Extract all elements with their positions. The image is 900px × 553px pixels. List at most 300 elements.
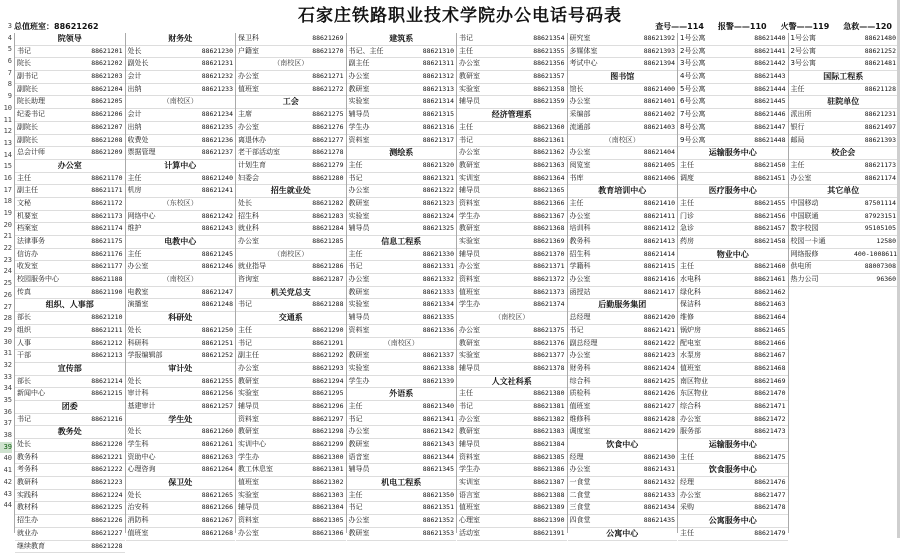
phone-entry[interactable] <box>678 312 788 325</box>
phone-entry[interactable] <box>236 439 346 452</box>
phone-entry[interactable] <box>568 46 678 59</box>
phone-entry[interactable] <box>678 96 788 109</box>
department-heading[interactable]: 学生处 <box>126 414 236 427</box>
phone-entry[interactable] <box>347 122 457 135</box>
phone-entry[interactable] <box>236 376 346 389</box>
phone-entry[interactable] <box>568 198 678 211</box>
phone-entry[interactable] <box>126 58 236 71</box>
phone-entry[interactable] <box>126 325 236 338</box>
campus-subheading[interactable]: （南校区） <box>126 96 236 109</box>
department-heading[interactable]: 计算中心 <box>126 160 236 173</box>
phone-entry[interactable] <box>457 274 567 287</box>
row-number[interactable]: 29 <box>0 325 12 337</box>
phone-entry[interactable] <box>126 223 236 236</box>
department-heading[interactable]: 公寓中心 <box>568 528 678 541</box>
row-number[interactable]: 12 <box>0 126 12 138</box>
phone-entry[interactable] <box>126 71 236 84</box>
phone-entry[interactable] <box>347 350 457 363</box>
phone-entry[interactable] <box>789 173 899 186</box>
phone-entry[interactable] <box>126 338 236 351</box>
row-number[interactable]: 34 <box>0 383 12 395</box>
row-number[interactable]: 25 <box>0 278 12 290</box>
phone-entry[interactable] <box>236 84 346 97</box>
phone-entry[interactable] <box>568 33 678 46</box>
phone-entry[interactable] <box>236 452 346 465</box>
row-number[interactable]: 23 <box>0 255 12 267</box>
phone-entry[interactable] <box>568 350 678 363</box>
phone-entry[interactable] <box>15 515 125 528</box>
row-number[interactable]: 43 <box>0 489 12 501</box>
department-heading[interactable]: 物业中心 <box>678 249 788 262</box>
phone-entry[interactable] <box>568 388 678 401</box>
department-heading[interactable]: 饮食中心 <box>568 439 678 452</box>
phone-entry[interactable] <box>126 46 236 59</box>
phone-entry[interactable] <box>568 312 678 325</box>
phone-entry[interactable] <box>457 211 567 224</box>
phone-entry[interactable] <box>457 414 567 427</box>
phone-entry[interactable] <box>457 46 567 59</box>
phone-entry[interactable] <box>457 173 567 186</box>
phone-entry[interactable] <box>678 376 788 389</box>
phone-entry[interactable] <box>678 198 788 211</box>
row-number[interactable]: 4 <box>0 33 12 45</box>
phone-entry[interactable] <box>126 261 236 274</box>
phone-entry[interactable] <box>568 58 678 71</box>
phone-entry[interactable] <box>15 274 125 287</box>
phone-entry[interactable] <box>236 236 346 249</box>
phone-entry[interactable] <box>347 249 457 262</box>
phone-entry[interactable] <box>236 388 346 401</box>
phone-entry[interactable] <box>347 211 457 224</box>
phone-entry[interactable] <box>15 312 125 325</box>
phone-entry[interactable] <box>236 464 346 477</box>
department-heading[interactable]: 机电工程系 <box>347 477 457 490</box>
phone-entry[interactable] <box>568 502 678 515</box>
phone-entry[interactable] <box>15 388 125 401</box>
department-heading[interactable]: 信息工程系 <box>347 236 457 249</box>
phone-entry[interactable] <box>678 502 788 515</box>
phone-entry[interactable] <box>15 109 125 122</box>
phone-entry[interactable] <box>789 160 899 173</box>
phone-entry[interactable] <box>457 490 567 503</box>
phone-entry[interactable] <box>15 325 125 338</box>
phone-entry[interactable] <box>126 287 236 300</box>
phone-entry[interactable] <box>347 287 457 300</box>
department-heading[interactable]: 建筑系 <box>347 33 457 46</box>
phone-entry[interactable] <box>568 261 678 274</box>
phone-entry[interactable] <box>347 84 457 97</box>
phone-entry[interactable] <box>15 236 125 249</box>
department-heading[interactable]: 电教中心 <box>126 236 236 249</box>
phone-entry[interactable] <box>15 249 125 262</box>
phone-entry[interactable] <box>457 58 567 71</box>
phone-entry[interactable] <box>789 249 899 262</box>
department-heading[interactable]: 财务处 <box>126 33 236 46</box>
phone-entry[interactable] <box>457 426 567 439</box>
row-number[interactable]: 6 <box>0 56 12 68</box>
phone-entry[interactable] <box>568 274 678 287</box>
phone-entry[interactable] <box>789 135 899 148</box>
row-number[interactable]: 5 <box>0 44 12 56</box>
phone-entry[interactable] <box>236 261 346 274</box>
phone-entry[interactable] <box>126 502 236 515</box>
phone-entry[interactable] <box>347 325 457 338</box>
phone-entry[interactable] <box>347 198 457 211</box>
department-heading[interactable]: 组织、人事部 <box>15 299 125 312</box>
phone-entry[interactable] <box>457 464 567 477</box>
phone-entry[interactable] <box>126 350 236 363</box>
phone-entry[interactable] <box>15 84 125 97</box>
phone-entry[interactable] <box>236 338 346 351</box>
phone-entry[interactable] <box>457 185 567 198</box>
phone-entry[interactable] <box>568 325 678 338</box>
department-heading[interactable]: 医疗服务中心 <box>678 185 788 198</box>
phone-entry[interactable] <box>15 414 125 427</box>
phone-entry[interactable] <box>568 452 678 465</box>
phone-entry[interactable] <box>15 185 125 198</box>
department-heading[interactable]: 办公室 <box>15 160 125 173</box>
phone-entry[interactable] <box>126 515 236 528</box>
phone-entry[interactable] <box>678 223 788 236</box>
phone-entry[interactable] <box>678 109 788 122</box>
phone-entry[interactable] <box>678 363 788 376</box>
phone-entry[interactable] <box>678 135 788 148</box>
department-heading[interactable]: 饮食服务中心 <box>678 464 788 477</box>
phone-entry[interactable] <box>347 452 457 465</box>
phone-entry[interactable] <box>678 350 788 363</box>
phone-entry[interactable] <box>126 147 236 160</box>
row-number[interactable]: 35 <box>0 395 12 407</box>
phone-entry[interactable] <box>457 33 567 46</box>
phone-entry[interactable] <box>457 223 567 236</box>
phone-entry[interactable] <box>678 58 788 71</box>
phone-entry[interactable] <box>568 464 678 477</box>
phone-entry[interactable] <box>568 515 678 528</box>
phone-entry[interactable] <box>457 160 567 173</box>
phone-entry[interactable] <box>15 502 125 515</box>
phone-entry[interactable] <box>678 261 788 274</box>
phone-entry[interactable] <box>236 502 346 515</box>
phone-entry[interactable] <box>678 46 788 59</box>
phone-entry[interactable] <box>457 439 567 452</box>
phone-entry[interactable] <box>126 109 236 122</box>
department-heading[interactable]: 图书馆 <box>568 71 678 84</box>
department-heading[interactable]: 保卫处 <box>126 477 236 490</box>
phone-entry[interactable] <box>15 287 125 300</box>
phone-entry[interactable] <box>347 274 457 287</box>
phone-entry[interactable] <box>236 528 346 541</box>
row-number[interactable]: 41 <box>0 465 12 477</box>
phone-entry[interactable] <box>126 439 236 452</box>
phone-entry[interactable] <box>15 464 125 477</box>
phone-entry[interactable] <box>789 211 899 224</box>
department-heading[interactable]: 公寓服务中心 <box>678 515 788 528</box>
phone-entry[interactable] <box>568 223 678 236</box>
phone-entry[interactable] <box>457 84 567 97</box>
row-number[interactable]: 19 <box>0 208 12 220</box>
phone-entry[interactable] <box>347 109 457 122</box>
row-number[interactable]: 32 <box>0 360 12 372</box>
department-heading[interactable]: 测绘系 <box>347 147 457 160</box>
phone-entry[interactable] <box>568 363 678 376</box>
row-number[interactable]: 28 <box>0 313 12 325</box>
phone-entry[interactable] <box>347 135 457 148</box>
phone-entry[interactable] <box>457 338 567 351</box>
row-number[interactable]: 40 <box>0 453 12 465</box>
phone-entry[interactable] <box>126 376 236 389</box>
phone-entry[interactable] <box>126 426 236 439</box>
phone-entry[interactable] <box>678 528 788 541</box>
phone-entry[interactable] <box>236 160 346 173</box>
phone-entry[interactable] <box>15 96 125 109</box>
phone-entry[interactable] <box>15 223 125 236</box>
phone-entry[interactable] <box>789 84 899 97</box>
phone-entry[interactable] <box>568 401 678 414</box>
phone-entry[interactable] <box>678 211 788 224</box>
campus-subheading[interactable]: （东校区） <box>126 198 236 211</box>
department-heading[interactable]: 经济管理系 <box>457 109 567 122</box>
phone-entry[interactable] <box>678 477 788 490</box>
phone-entry[interactable] <box>236 363 346 376</box>
phone-entry[interactable] <box>457 515 567 528</box>
phone-entry[interactable] <box>236 46 346 59</box>
phone-entry[interactable] <box>15 211 125 224</box>
phone-entry[interactable] <box>678 274 788 287</box>
phone-entry[interactable] <box>126 135 236 148</box>
department-heading[interactable]: 机关党总支 <box>236 287 346 300</box>
phone-entry[interactable] <box>347 363 457 376</box>
department-heading[interactable]: 国际工程系 <box>789 71 899 84</box>
phone-entry[interactable] <box>126 249 236 262</box>
phone-entry[interactable] <box>236 109 346 122</box>
phone-entry[interactable] <box>789 223 899 236</box>
phone-entry[interactable] <box>347 185 457 198</box>
phone-entry[interactable] <box>347 58 457 71</box>
row-number[interactable]: 17 <box>0 185 12 197</box>
phone-entry[interactable] <box>347 502 457 515</box>
row-number[interactable]: 42 <box>0 477 12 489</box>
phone-entry[interactable] <box>678 236 788 249</box>
department-heading[interactable]: 教育培训中心 <box>568 185 678 198</box>
phone-entry[interactable] <box>457 236 567 249</box>
phone-entry[interactable] <box>126 173 236 186</box>
phone-entry[interactable] <box>236 198 346 211</box>
row-number[interactable]: 3 <box>0 21 12 33</box>
phone-entry[interactable] <box>789 122 899 135</box>
phone-entry[interactable] <box>347 312 457 325</box>
phone-entry[interactable] <box>126 401 236 414</box>
department-heading[interactable]: 工会 <box>236 96 346 109</box>
phone-entry[interactable] <box>457 325 567 338</box>
phone-entry[interactable] <box>15 350 125 363</box>
phone-entry[interactable] <box>457 363 567 376</box>
phone-entry[interactable] <box>15 46 125 59</box>
phone-entry[interactable] <box>457 135 567 148</box>
row-number[interactable]: 8 <box>0 79 12 91</box>
phone-entry[interactable] <box>568 338 678 351</box>
campus-subheading[interactable]: （南校区） <box>457 312 567 325</box>
department-heading[interactable]: 交通系 <box>236 312 346 325</box>
row-number[interactable]: 13 <box>0 138 12 150</box>
department-heading[interactable]: 宣传部 <box>15 363 125 376</box>
phone-entry[interactable] <box>568 249 678 262</box>
phone-entry[interactable] <box>236 135 346 148</box>
phone-entry[interactable] <box>15 261 125 274</box>
phone-entry[interactable] <box>236 223 346 236</box>
phone-entry[interactable] <box>678 414 788 427</box>
row-number[interactable]: 24 <box>0 266 12 278</box>
campus-subheading[interactable]: （南校区） <box>347 338 457 351</box>
phone-entry[interactable] <box>347 71 457 84</box>
phone-entry[interactable] <box>15 528 125 541</box>
phone-entry[interactable] <box>347 46 457 59</box>
phone-entry[interactable] <box>347 490 457 503</box>
phone-entry[interactable] <box>347 528 457 541</box>
phone-entry[interactable] <box>568 122 678 135</box>
phone-entry[interactable] <box>236 173 346 186</box>
row-number[interactable]: 39 <box>0 442 12 454</box>
phone-entry[interactable] <box>15 71 125 84</box>
row-number[interactable]: 27 <box>0 302 12 314</box>
department-heading[interactable]: 人文社科系 <box>457 376 567 389</box>
department-heading[interactable]: 校企会 <box>789 147 899 160</box>
row-number[interactable]: 33 <box>0 372 12 384</box>
phone-entry[interactable] <box>236 299 346 312</box>
row-number[interactable]: 44 <box>0 500 12 512</box>
phone-entry[interactable] <box>678 426 788 439</box>
phone-entry[interactable] <box>789 46 899 59</box>
campus-subheading[interactable]: （南校区） <box>126 274 236 287</box>
phone-entry[interactable] <box>678 160 788 173</box>
phone-entry[interactable] <box>126 388 236 401</box>
phone-entry[interactable] <box>126 299 236 312</box>
campus-subheading[interactable]: （南校区） <box>236 249 346 262</box>
campus-subheading[interactable]: （南校区） <box>568 135 678 148</box>
phone-entry[interactable] <box>789 236 899 249</box>
phone-entry[interactable] <box>347 401 457 414</box>
phone-entry[interactable] <box>236 71 346 84</box>
phone-entry[interactable] <box>236 122 346 135</box>
phone-entry[interactable] <box>126 211 236 224</box>
department-heading[interactable]: 驻院单位 <box>789 96 899 109</box>
department-heading[interactable]: 院领导 <box>15 33 125 46</box>
phone-entry[interactable] <box>678 338 788 351</box>
row-number[interactable]: 36 <box>0 407 12 419</box>
row-number[interactable]: 14 <box>0 150 12 162</box>
phone-entry[interactable] <box>568 147 678 160</box>
phone-entry[interactable] <box>15 376 125 389</box>
phone-entry[interactable] <box>236 147 346 160</box>
phone-entry[interactable] <box>457 249 567 262</box>
row-number[interactable]: 16 <box>0 173 12 185</box>
phone-entry[interactable] <box>678 122 788 135</box>
row-number[interactable]: 30 <box>0 337 12 349</box>
phone-entry[interactable] <box>15 477 125 490</box>
row-number[interactable]: 11 <box>0 115 12 127</box>
phone-entry[interactable] <box>236 401 346 414</box>
department-heading[interactable]: 其它单位 <box>789 185 899 198</box>
phone-entry[interactable] <box>568 426 678 439</box>
phone-entry[interactable] <box>457 350 567 363</box>
phone-entry[interactable] <box>678 388 788 401</box>
phone-entry[interactable] <box>789 198 899 211</box>
department-heading[interactable]: 招生就业处 <box>236 185 346 198</box>
phone-entry[interactable] <box>126 84 236 97</box>
phone-entry[interactable] <box>15 147 125 160</box>
phone-entry[interactable] <box>457 299 567 312</box>
phone-entry[interactable] <box>789 274 899 287</box>
row-number[interactable]: 10 <box>0 103 12 115</box>
phone-entry[interactable] <box>126 185 236 198</box>
phone-entry[interactable] <box>15 452 125 465</box>
phone-entry[interactable] <box>347 261 457 274</box>
phone-entry[interactable] <box>678 490 788 503</box>
phone-entry[interactable] <box>236 414 346 427</box>
phone-entry[interactable] <box>789 109 899 122</box>
phone-entry[interactable] <box>15 439 125 452</box>
phone-entry[interactable] <box>568 109 678 122</box>
phone-entry[interactable] <box>347 376 457 389</box>
phone-entry[interactable] <box>678 287 788 300</box>
phone-entry[interactable] <box>457 71 567 84</box>
phone-entry[interactable] <box>236 515 346 528</box>
phone-entry[interactable] <box>347 426 457 439</box>
phone-entry[interactable] <box>347 96 457 109</box>
phone-entry[interactable] <box>457 502 567 515</box>
row-number[interactable]: 38 <box>0 430 12 442</box>
phone-entry[interactable] <box>236 477 346 490</box>
phone-entry[interactable] <box>15 198 125 211</box>
phone-entry[interactable] <box>568 287 678 300</box>
phone-entry[interactable] <box>457 287 567 300</box>
phone-entry[interactable] <box>457 261 567 274</box>
phone-entry[interactable] <box>568 84 678 97</box>
phone-entry[interactable] <box>678 299 788 312</box>
phone-entry[interactable] <box>347 299 457 312</box>
phone-entry[interactable] <box>457 388 567 401</box>
phone-entry[interactable] <box>789 33 899 46</box>
phone-entry[interactable] <box>15 135 125 148</box>
phone-entry[interactable] <box>347 160 457 173</box>
phone-entry[interactable] <box>126 490 236 503</box>
phone-entry[interactable] <box>15 338 125 351</box>
department-heading[interactable]: 后勤服务集团 <box>568 299 678 312</box>
phone-entry[interactable] <box>236 211 346 224</box>
phone-entry[interactable] <box>568 490 678 503</box>
phone-entry[interactable] <box>568 376 678 389</box>
phone-entry[interactable] <box>15 541 125 553</box>
phone-entry[interactable] <box>126 452 236 465</box>
phone-entry[interactable] <box>678 33 788 46</box>
phone-entry[interactable] <box>15 58 125 71</box>
phone-entry[interactable] <box>568 160 678 173</box>
phone-entry[interactable] <box>126 122 236 135</box>
phone-entry[interactable] <box>457 401 567 414</box>
row-number[interactable]: 18 <box>0 196 12 208</box>
phone-entry[interactable] <box>236 350 346 363</box>
phone-entry[interactable] <box>457 528 567 541</box>
phone-entry[interactable] <box>347 223 457 236</box>
phone-entry[interactable] <box>236 33 346 46</box>
row-number[interactable]: 7 <box>0 68 12 80</box>
department-heading[interactable]: 团委 <box>15 401 125 414</box>
phone-entry[interactable] <box>568 414 678 427</box>
phone-entry[interactable] <box>568 477 678 490</box>
row-number[interactable]: 20 <box>0 220 12 232</box>
department-heading[interactable]: 科研处 <box>126 312 236 325</box>
phone-entry[interactable] <box>457 96 567 109</box>
row-number[interactable]: 21 <box>0 231 12 243</box>
